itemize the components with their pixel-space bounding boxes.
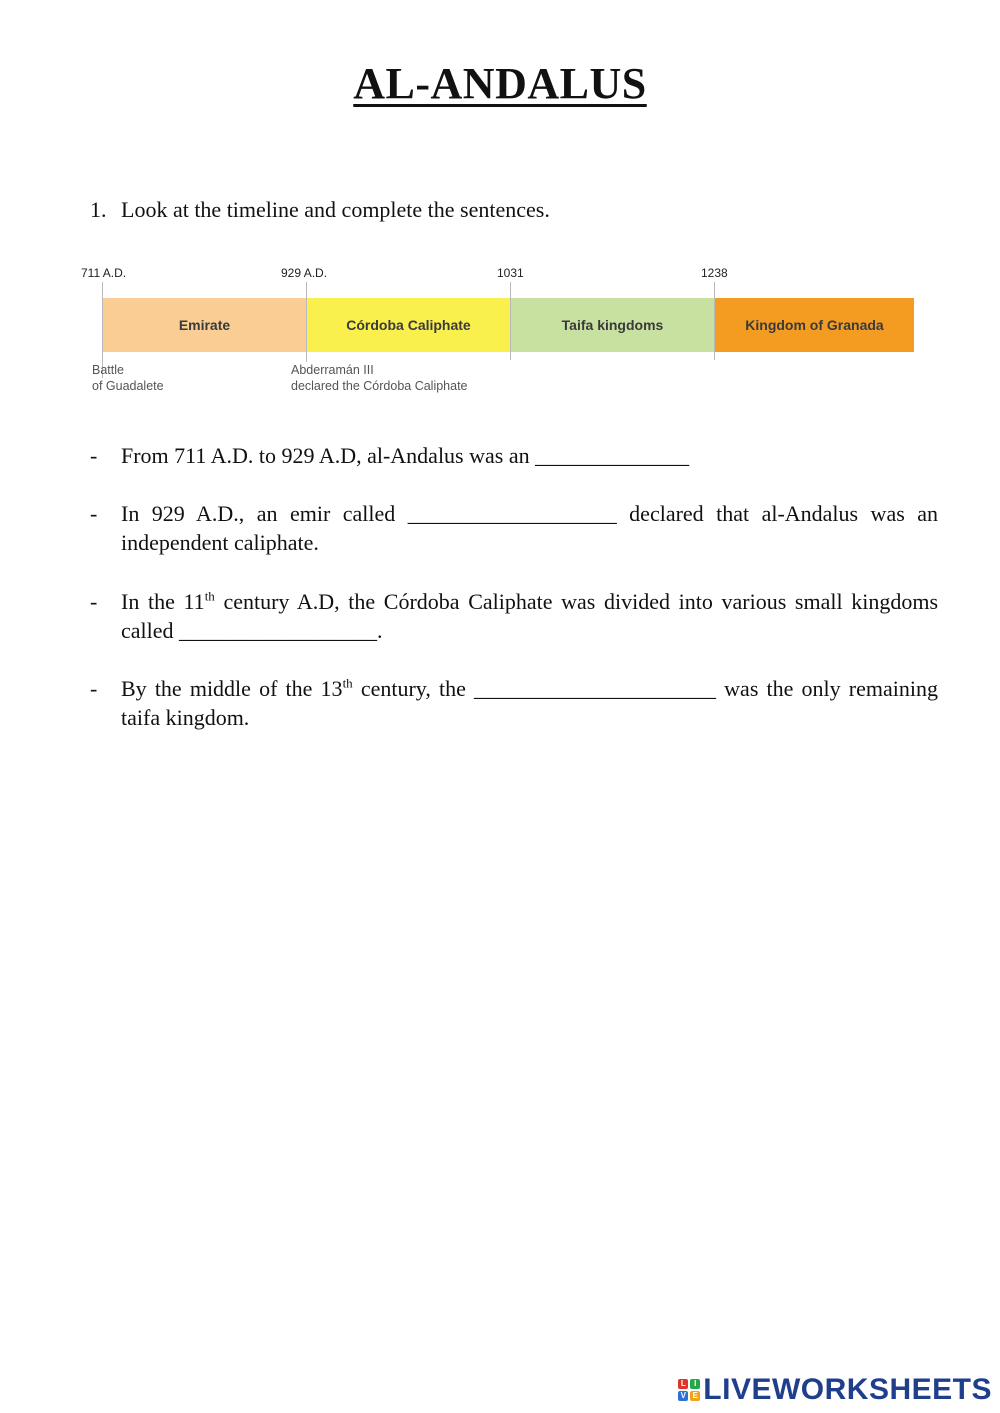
instruction-number: 1.	[90, 197, 107, 222]
timeline-date-929: 929 A.D.	[281, 266, 328, 280]
logo-text: LIVEWORKSHEETS	[703, 1373, 992, 1406]
sentence-text: In the 11th century A.D, the Córdoba Caliphate was divided into various small kingdoms called __________________.	[121, 588, 939, 643]
timeline-note-battle-of-guadalete: Battle of Guadalete	[92, 363, 164, 393]
answer-blank-4[interactable]: ______________________	[474, 676, 717, 701]
sentence-text: By the middle of the 13th century, the ______________________ was the only remaining taifa kingdom.	[121, 675, 938, 730]
bullet-dash: -	[90, 501, 98, 526]
timeline-segment-taifa-kingdoms: Taifa kingdoms	[511, 298, 714, 352]
timeline-segment-emirate: Emirate	[103, 298, 306, 352]
sentence-text: In 929 A.D., an emir called ___________________ declared that al-Andalus was an independent caliphate.	[121, 501, 938, 555]
timeline-segment-kingdom-of-granada: Kingdom of Granada	[715, 298, 914, 352]
sentence-1	[90, 441, 938, 470]
bullet-dash: -	[90, 676, 98, 701]
timeline-note-abderraman: Abderramán III declared the Córdoba Caliphate	[291, 363, 468, 393]
logo-mark-icon: L I V E	[678, 1379, 700, 1401]
sentence-2	[90, 499, 938, 557]
page-title: AL-ANDALUS	[353, 59, 647, 108]
sentence-text: From 711 A.D. to 929 A.D, al-Andalus was an ______________	[121, 443, 690, 468]
bullet-dash: -	[90, 443, 98, 468]
sentence-4	[90, 674, 938, 732]
sentence-3	[90, 587, 938, 645]
answer-blank-3[interactable]: __________________	[179, 618, 378, 643]
timeline-date-1031: 1031	[497, 266, 524, 280]
answer-blank-1[interactable]: ______________	[535, 443, 690, 468]
timeline-date-1238: 1238	[701, 266, 728, 280]
timeline-date-711: 711 A.D.	[81, 266, 127, 280]
instruction-text: Look at the timeline and complete the sentences.	[121, 197, 550, 222]
bullet-dash: -	[90, 589, 98, 614]
timeline-segment-cordoba-caliphate: Córdoba Caliphate	[307, 298, 510, 352]
liveworksheets-logo	[678, 1373, 992, 1407]
timeline	[0, 0, 1000, 420]
answer-blank-2[interactable]: ___________________	[407, 501, 617, 526]
